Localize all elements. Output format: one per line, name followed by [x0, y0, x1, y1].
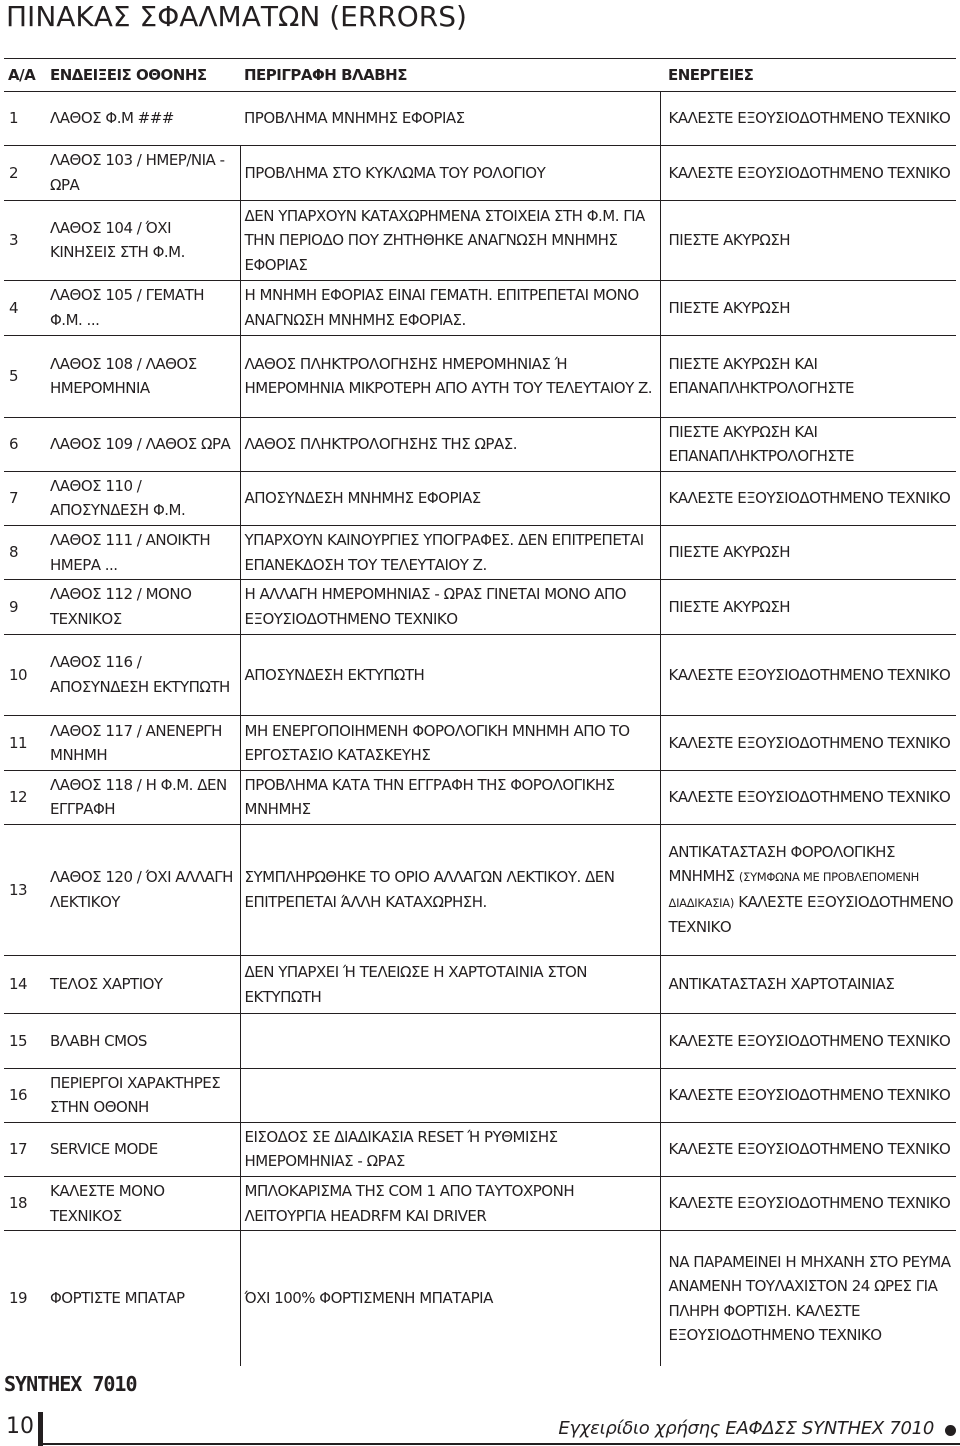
row-number: 6: [4, 417, 46, 471]
page-title: ΠΙΝΑΚΑΣ ΣΦΑΛΜΑΤΩΝ (ERRORS): [6, 0, 467, 33]
row-display: ΠΕΡΙΕΡΓΟΙ ΧΑΡΑΚΤΗΡΕΣ ΣΤΗΝ ΟΘΟΝΗ: [46, 1068, 240, 1122]
row-action: ΚΑΛΕΣΤΕ ΕΞΟΥΣΙΟΔΟΤΗΜΕΝΟ ΤΕΧΝΙΚΟ: [660, 92, 956, 146]
row-number: 13: [4, 824, 46, 955]
header-display: ΕΝΔΕΙΞΕΙΣ ΟΘΟΝΗΣ: [46, 59, 240, 92]
row-number: 8: [4, 526, 46, 580]
row-display: ΛΑΘΟΣ 105 / ΓΕΜΑΤΗ Φ.Μ. ...: [46, 281, 240, 335]
header-actions: ΕΝΕΡΓΕΙΕΣ: [660, 59, 956, 92]
row-action: ΑΝΤΙΚΑΤΑΣΤΑΣΗ ΦΟΡΟΛΟΓΙΚΗΣ ΜΝΗΜΗΣ: [668, 842, 895, 886]
row-description: ΛΑΘΟΣ ΠΛΗΚΤΡΟΛΟΓΗΣΗΣ ΗΜΕΡΟΜΗΝΙΑΣ Ή ΗΜΕΡΟΜΗΝΙΑ ΜΙΚΡΟΤΕΡΗ ΑΠΟ ΑΥΤΗ ΤΟΥ ΤΕΛΕΥΤΑΙΟΥ Ζ.: [240, 335, 660, 417]
table-row: [4, 580, 956, 634]
row-display: ΤΕΛΟΣ ΧΑΡΤΙΟΥ: [46, 955, 240, 1013]
row-display: SERVICE MODE: [46, 1122, 240, 1176]
table-row: [4, 955, 956, 1013]
row-number: 15: [4, 1014, 46, 1068]
header-description: ΠΕΡΙΓΡΑΦΗ ΒΛΑΒΗΣ: [240, 59, 660, 92]
row-action-cell: [660, 824, 956, 955]
row-display: ΛΑΘΟΣ 120 / ΌΧΙ ΑΛΛΑΓΗ ΛΕΚΤΙΚΟΥ: [46, 824, 240, 955]
row-display: ΛΑΘΟΣ 116 / ΑΠΟΣΥΝΔΕΣΗ ΕΚΤΥΠΩΤΗ: [46, 634, 240, 716]
table-row: [4, 1231, 956, 1366]
row-number: 18: [4, 1177, 46, 1231]
row-description: ΔΕΝ ΥΠΑΡΧΕΙ Ή ΤΕΛΕΙΩΣΕ Η ΧΑΡΤΟΤΑΙΝΙΑ ΣΤΟΝ ΕΚΤΥΠΩΤΗ: [240, 955, 660, 1013]
row-number: 12: [4, 770, 46, 824]
row-action: ΚΑΛΕΣΤΕ ΕΞΟΥΣΙΟΔΟΤΗΜΕΝΟ ΤΕΧΝΙΚΟ: [660, 1122, 956, 1176]
footer-rule: [43, 1443, 960, 1445]
page-number: 10: [6, 1414, 34, 1439]
row-display: ΛΑΘΟΣ 112 / ΜΟΝΟ ΤΕΧΝΙΚΟΣ: [46, 580, 240, 634]
table-row: [4, 1122, 956, 1176]
row-display: ΦΟΡΤΙΣΤΕ ΜΠΑΤΑΡ: [50, 1289, 185, 1308]
row-action-extra: ΚΑΛΕΣΤΕ ΕΞΟΥΣΙΟΔΟΤΗΜΕΝΟ ΤΕΧΝΙΚΟ: [668, 892, 954, 937]
row-action: ΚΑΛΕΣΤΕ ΕΞΟΥΣΙΟΔΟΤΗΜΕΝΟ ΤΕΧΝΙΚΟ: [660, 716, 956, 770]
row-display: ΛΑΘΟΣ 103 / ΗΜΕΡ/ΝΙΑ - ΩΡΑ: [46, 146, 240, 200]
row-display: ΛΑΘΟΣ 118 / Η Φ.Μ. ΔΕΝ ΕΓΓΡΑΦΗ: [46, 770, 240, 824]
row-action: ΚΑΛΕΣΤΕ ΕΞΟΥΣΙΟΔΟΤΗΜΕΝΟ ΤΕΧΝΙΚΟ: [660, 471, 956, 525]
table-body: [4, 92, 956, 1367]
row-action: ΠΙΕΣΤΕ ΑΚΥΡΩΣΗ: [660, 200, 956, 281]
table-row: [4, 634, 956, 716]
table-header-row: [4, 59, 956, 92]
row-number: 2: [4, 146, 46, 200]
row-display: ΚΑΛΕΣΤΕ ΜΟΝΟ ΤΕΧΝΙΚΟΣ: [46, 1177, 240, 1231]
table-row: [4, 471, 956, 525]
table-row: [4, 526, 956, 580]
row-number: 3: [4, 200, 46, 281]
table-row: [4, 1177, 956, 1231]
footer-bar: [38, 1412, 43, 1446]
row-display: ΛΑΘΟΣ 104 / ΌΧΙ ΚΙΝΗΣΕΙΣ ΣΤΗ Φ.Μ.: [46, 200, 240, 281]
row-number: 11: [4, 716, 46, 770]
table-row: [4, 281, 956, 335]
row-action-note: (ΣΥΜΦΩΝΑ ΜΕ ΠΡΟΒΛΕΠΟΜΕΝΗ ΔΙΑΔΙΚΑΣΙΑ): [668, 870, 920, 910]
table-row: [4, 146, 956, 200]
row-description: ΣΥΜΠΛΗΡΩΘΗΚΕ ΤΟ ΟΡΙΟ ΑΛΛΑΓΩΝ ΛΕΚΤΙΚΟΥ. ΔΕΝ ΕΠΙΤΡΕΠΕΤΑΙ ΆΛΛΗ ΚΑΤΑΧΩΡΗΣΗ.: [240, 824, 660, 955]
row-number: 4: [4, 281, 46, 335]
row-action: ΚΑΛΕΣΤΕ ΕΞΟΥΣΙΟΔΟΤΗΜΕΝΟ ΤΕΧΝΙΚΟ: [660, 1068, 956, 1122]
row-action: ΚΑΛΕΣΤΕ ΕΞΟΥΣΙΟΔΟΤΗΜΕΝΟ ΤΕΧΝΙΚΟ: [660, 1177, 956, 1231]
row-number: 7: [4, 471, 46, 525]
row-description: [240, 1068, 660, 1122]
row-action: ΚΑΛΕΣΤΕ ΕΞΟΥΣΙΟΔΟΤΗΜΕΝΟ ΤΕΧΝΙΚΟ: [660, 770, 956, 824]
table-row: [4, 716, 956, 770]
row-description: ΛΑΘΟΣ ΠΛΗΚΤΡΟΛΟΓΗΣΗΣ ΤΗΣ ΩΡΑΣ.: [240, 417, 660, 471]
row-display: ΛΑΘΟΣ 109 / ΛΑΘΟΣ ΩΡΑ: [46, 417, 240, 471]
row-number: 16: [4, 1068, 46, 1122]
row-action: ΠΙΕΣΤΕ ΑΚΥΡΩΣΗ: [660, 526, 956, 580]
row-description: ΠΡΟΒΛΗΜΑ ΣΤΟ ΚΥΚΛΩΜΑ ΤΟΥ ΡΟΛΟΓΙΟΥ: [240, 146, 660, 200]
row-description: Η ΑΛΛΑΓΗ ΗΜΕΡΟΜΗΝΙΑΣ - ΩΡΑΣ ΓΙΝΕΤΑΙ ΜΟΝΟ ΑΠΟ ΕΞΟΥΣΙΟΔΟΤΗΜΕΝΟ ΤΕΧΝΙΚΟ: [240, 580, 660, 634]
row-description: ΜΗ ΕΝΕΡΓΟΠΟΙΗΜΕΝΗ ΦΟΡΟΛΟΓΙΚΗ ΜΝΗΜΗ ΑΠΟ ΤΟ ΕΡΓΟΣΤΑΣΙΟ ΚΑΤΑΣΚΕΥΗΣ: [240, 716, 660, 770]
row-action: ΑΝΤΙΚΑΤΑΣΤΑΣΗ ΧΑΡΤΟΤΑΙΝΙΑΣ: [660, 955, 956, 1013]
row-description: ΌΧΙ 100% ΦΟΡΤΙΣΜΕΝΗ ΜΠΑΤΑΡΙΑ: [240, 1231, 660, 1366]
row-description: ΥΠΑΡΧΟΥΝ ΚΑΙΝΟΥΡΓΙΕΣ ΥΠΟΓΡΑΦΕΣ. ΔΕΝ ΕΠΙΤΡΕΠΕΤΑΙ ΕΠΑΝΕΚΔΟΣΗ ΤΟΥ ΤΕΛΕΥΤΑΙΟΥ Ζ.: [240, 526, 660, 580]
row-action: ΠΙΕΣΤΕ ΑΚΥΡΩΣΗ ΚΑΙ ΕΠΑΝΑΠΛΗΚΤΡΟΛΟΓΗΣΤΕ: [660, 335, 956, 417]
row-action: ΝΑ ΠΑΡΑΜΕΙΝΕΙ Η ΜΗΧΑΝΗ ΣΤΟ ΡΕΥΜΑ ΑΝΑΜΕΝΗ ΤΟΥΛΑΧΙΣΤΟΝ 24 ΩΡΕΣ ΓΙΑ ΠΛΗΡΗ ΦΟΡΤΙΣΗ.: [668, 1252, 951, 1320]
row-number: 17: [4, 1122, 46, 1176]
errors-table: [4, 58, 956, 1366]
row-number: 5: [4, 335, 46, 417]
manual-title: Εγχειρίδιο χρήσης ΕΑΦΔΣΣ SYNTHEX 7010: [558, 1418, 934, 1439]
table-row: [4, 770, 956, 824]
row-description: ΑΠΟΣΥΝΔΕΣΗ ΜΝΗΜΗΣ ΕΦΟΡΙΑΣ: [240, 471, 660, 525]
table-row: [4, 1014, 956, 1068]
row-description: ΠΡΟΒΛΗΜΑ ΜΝΗΜΗΣ ΕΦΟΡΙΑΣ: [240, 92, 660, 146]
table-row: [4, 1068, 956, 1122]
table-row: [4, 200, 956, 281]
row-action: ΠΙΕΣΤΕ ΑΚΥΡΩΣΗ: [660, 580, 956, 634]
row-description: ΑΠΟΣΥΝΔΕΣΗ ΕΚΤΥΠΩΤΗ: [240, 634, 660, 716]
bullet-icon: [945, 1425, 956, 1436]
row-description: [240, 1014, 660, 1068]
row-action: ΚΑΛΕΣΤΕ ΕΞΟΥΣΙΟΔΟΤΗΜΕΝΟ ΤΕΧΝΙΚΟ: [660, 634, 956, 716]
row-description: ΔΕΝ ΥΠΑΡΧΟΥΝ ΚΑΤΑΧΩΡΗΜΕΝΑ ΣΤΟΙΧΕΙΑ ΣΤΗ Φ.Μ. ΓΙΑ ΤΗΝ ΠΕΡΙΟΔΟ ΠΟΥ ΖΗΤΗΘΗΚΕ ΑΝΑΓΝΩΣΗ ΜΝΗΜΗΣ ΕΦΟΡΙΑΣ: [240, 200, 660, 281]
row-action-cell: [660, 1231, 956, 1366]
row-description: Η ΜΝΗΜΗ ΕΦΟΡΙΑΣ ΕΙΝΑΙ ΓΕΜΑΤΗ. ΕΠΙΤΡΕΠΕΤΑΙ ΜΟΝΟ ΑΝΑΓΝΩΣΗ ΜΝΗΜΗΣ ΕΦΟΡΙΑΣ.: [240, 281, 660, 335]
table-row: [4, 824, 956, 955]
row-action: ΚΑΛΕΣΤΕ ΕΞΟΥΣΙΟΔΟΤΗΜΕΝΟ ΤΕΧΝΙΚΟ: [660, 1014, 956, 1068]
brand-logo: SYNTHEX 7010: [4, 1372, 137, 1396]
row-action: ΠΙΕΣΤΕ ΑΚΥΡΩΣΗ ΚΑΙ ΕΠΑΝΑΠΛΗΚΤΡΟΛΟΓΗΣΤΕ: [660, 417, 956, 471]
row-description: ΕΙΣΟΔΟΣ ΣΕ ΔΙΑΔΙΚΑΣΙΑ RESET Ή ΡΥΘΜΙΣΗΣ ΗΜΕΡΟΜΗΝΙΑΣ - ΩΡΑΣ: [240, 1122, 660, 1176]
row-number: 19: [9, 1289, 28, 1308]
row-number: 1: [4, 92, 46, 146]
row-display: ΛΑΘΟΣ 111 / ΑΝΟΙΚΤΗ ΗΜΕΡΑ ...: [46, 526, 240, 580]
row-description: ΠΡΟΒΛΗΜΑ ΚΑΤΑ ΤΗΝ ΕΓΓΡΑΦΗ ΤΗΣ ΦΟΡΟΛΟΓΙΚΗΣ ΜΝΗΜΗΣ: [240, 770, 660, 824]
row-display: ΛΑΘΟΣ Φ.Μ ###: [46, 92, 240, 146]
row-action: ΚΑΛΕΣΤΕ ΕΞΟΥΣΙΟΔΟΤΗΜΕΝΟ ΤΕΧΝΙΚΟ: [660, 146, 956, 200]
row-display: ΛΑΘΟΣ 108 / ΛΑΘΟΣ ΗΜΕΡΟΜΗΝΙΑ: [46, 335, 240, 417]
row-number: 9: [4, 580, 46, 634]
header-num: Α/Α: [4, 59, 46, 92]
table-row: [4, 417, 956, 471]
row-description: ΜΠΛΟΚΑΡΙΣΜΑ ΤΗΣ COM 1 ΑΠΟ ΤΑΥΤΟΧΡΟΝΗ ΛΕΙΤΟΥΡΓΙΑ HEADRFM ΚΑΙ DRIVER: [240, 1177, 660, 1231]
row-display: ΒΛΑΒΗ CMOS: [46, 1014, 240, 1068]
row-display: ΛΑΘΟΣ 117 / ΑΝΕΝΕΡΓΗ ΜΝΗΜΗ: [46, 716, 240, 770]
row-display: ΛΑΘΟΣ 110 / ΑΠΟΣΥΝΔΕΣΗ Φ.Μ.: [46, 471, 240, 525]
table-row: [4, 335, 956, 417]
table-row: [4, 92, 956, 146]
row-number: 14: [4, 955, 46, 1013]
row-action-extra: ΚΑΛΕΣΤΕ ΕΞΟΥΣΙΟΔΟΤΗΜΕΝΟ ΤΕΧΝΙΚΟ: [668, 1301, 882, 1345]
row-number: 10: [4, 634, 46, 716]
row-action: ΠΙΕΣΤΕ ΑΚΥΡΩΣΗ: [660, 281, 956, 335]
